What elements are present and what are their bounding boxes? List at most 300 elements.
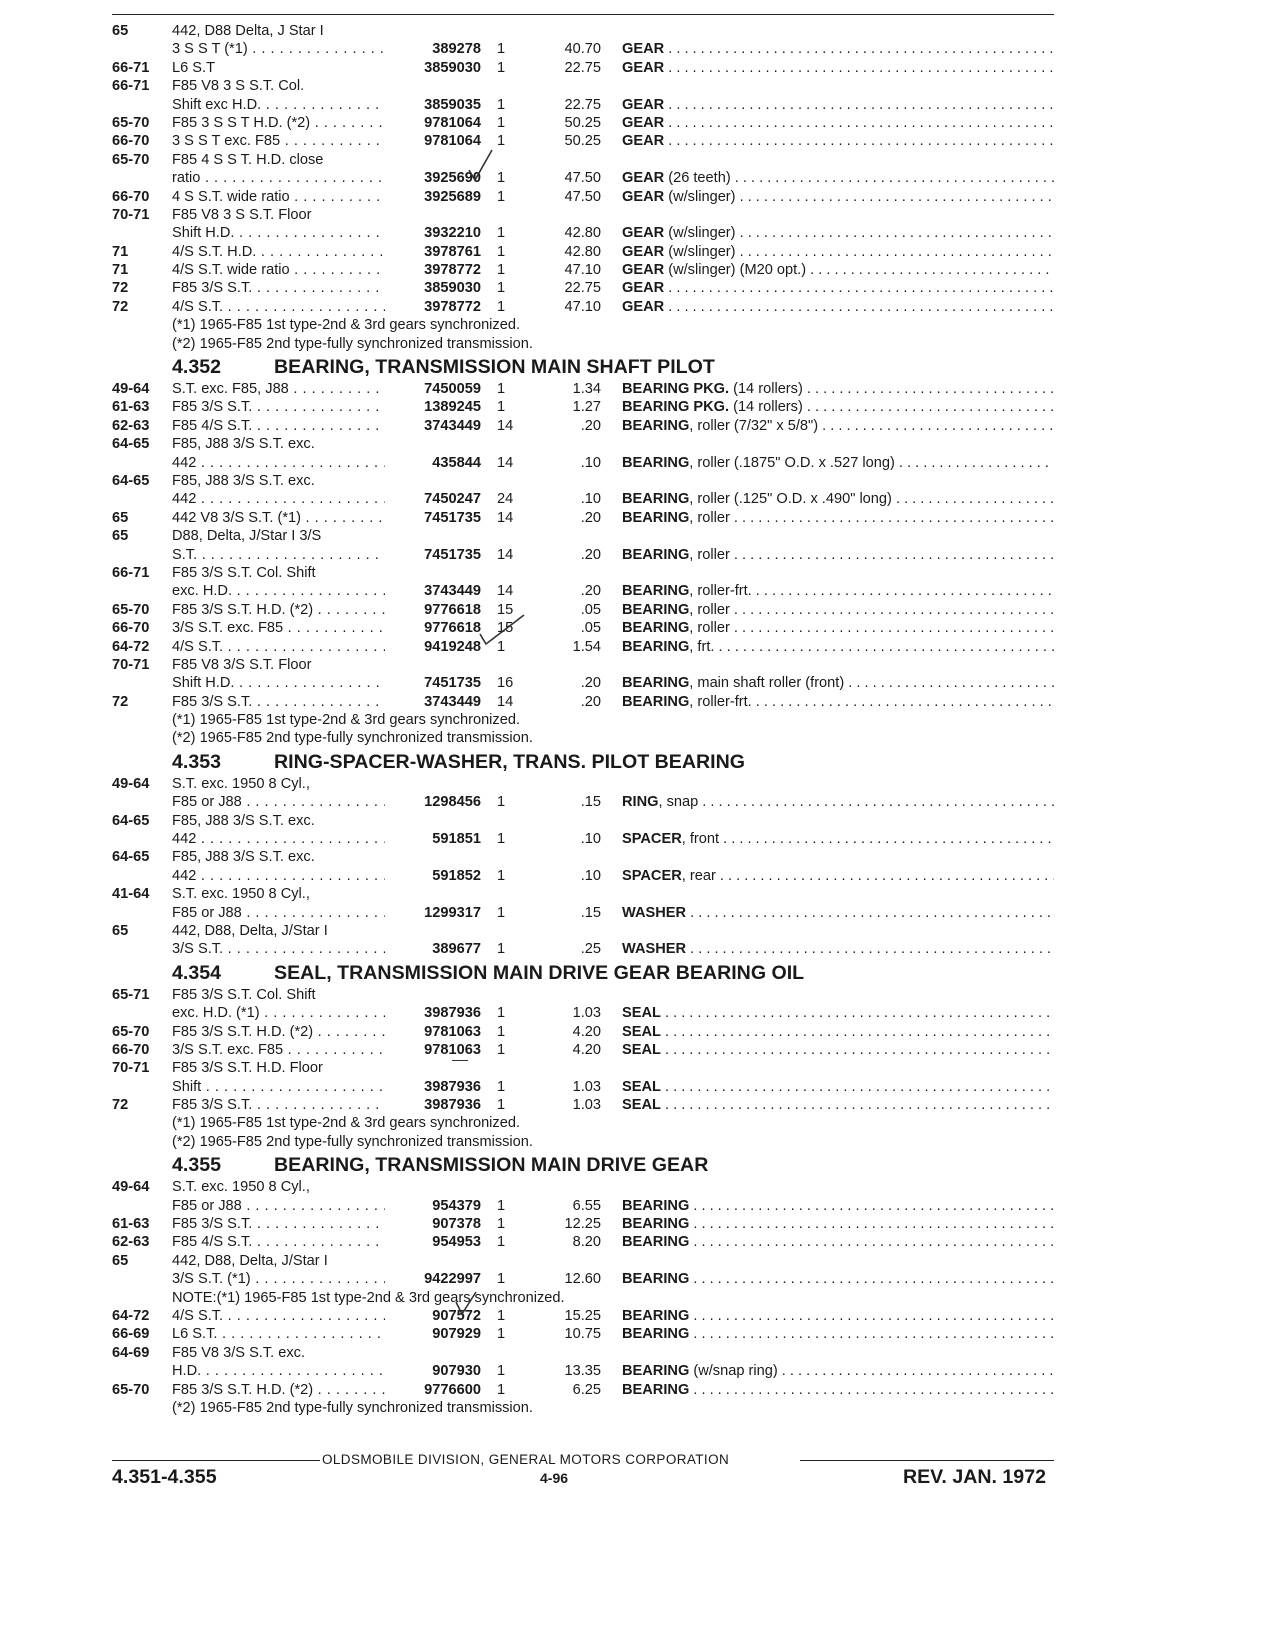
part-name	[601, 77, 1054, 95]
parts-row	[112, 398, 1054, 416]
model-years: 65	[112, 528, 129, 545]
quantity	[481, 1041, 523, 1059]
parts-row	[112, 298, 1054, 316]
part-number: 3925689	[424, 188, 481, 205]
footnote-text: NOTE:(*1) 1965-F85 1st type-2nd & 3rd gears synchronized.	[172, 1289, 565, 1306]
application-description: F85 V8 3 S S.T. Floor	[172, 206, 312, 223]
part-name	[601, 224, 1054, 242]
quantity	[481, 1252, 523, 1270]
part-name	[601, 243, 1054, 261]
parts-row	[112, 435, 1054, 453]
model-years: 66-69	[112, 1326, 150, 1343]
parts-listing	[112, 22, 1054, 1417]
quantity-value: 1	[497, 133, 506, 150]
quantity-value: 1	[497, 96, 506, 113]
part-name-text: SEAL . . .	[622, 1024, 1054, 1040]
part-number: 907930	[432, 1363, 481, 1380]
model-years: 61-63	[112, 399, 150, 416]
part-name-text: SPACER, rear . . .	[622, 868, 1054, 884]
quantity	[481, 1344, 523, 1362]
quantity-value: 15	[497, 620, 514, 637]
part-name	[601, 812, 1054, 830]
quantity	[481, 674, 523, 692]
application-description: 442 V8 3/S S.T. (*1) . . .	[172, 509, 385, 527]
model-years: 64-65	[112, 849, 150, 866]
list-price	[523, 986, 601, 1004]
list-price: .10	[580, 867, 601, 884]
quantity-value: 1	[497, 399, 506, 416]
part-name-text: BEARING PKG. (14 rollers) . . .	[622, 381, 1054, 397]
part-name-text: BEARING . . .	[622, 1382, 1054, 1398]
part-number	[385, 885, 481, 903]
check-mark-icon	[466, 148, 496, 184]
footnote-text: (*1) 1965-F85 1st type-2nd & 3rd gears synchronized.	[172, 1115, 521, 1132]
application-description: 3/S S.T. exc. F85 . . .	[172, 619, 385, 637]
list-price: .10	[580, 491, 601, 508]
part-number: 3743449	[424, 417, 481, 434]
quantity	[481, 77, 523, 95]
list-price: 1.03	[572, 1078, 601, 1095]
part-name-text: WASHER . . .	[622, 905, 1054, 921]
application-description: F85 4/S S.T. . . .	[172, 417, 385, 435]
application-description: D88, Delta, J/Star I 3/S	[172, 528, 322, 545]
model-years: 65	[112, 509, 129, 526]
parts-row	[112, 582, 1054, 600]
quantity	[481, 298, 523, 316]
quantity-value: 1	[497, 1363, 506, 1380]
quantity	[481, 279, 523, 297]
part-number: 7451735	[424, 675, 481, 692]
model-years: 41-64	[112, 886, 150, 903]
section-heading	[112, 750, 1054, 774]
application-description: 442, D88, Delta, J/Star I	[172, 922, 328, 939]
quantity-value: 1	[497, 1326, 506, 1343]
part-number: 9776618	[424, 620, 481, 637]
application-description: F85 V8 3 S S.T. Col.	[172, 78, 305, 95]
part-number: 7450059	[424, 381, 481, 398]
part-name	[601, 22, 1054, 40]
part-name-text: BEARING, roller . . .	[622, 510, 1054, 526]
part-name-text: BEARING . . .	[622, 1271, 1054, 1287]
quantity	[481, 490, 523, 508]
quantity-value: 15	[497, 601, 514, 618]
application-description: Shift H.D. . . .	[172, 674, 385, 692]
application-description: 442 . . .	[172, 830, 385, 848]
model-years	[112, 1362, 172, 1380]
list-price	[523, 472, 601, 490]
part-name	[601, 417, 1054, 435]
quantity	[481, 1325, 523, 1343]
part-name	[601, 1197, 1054, 1215]
parts-row	[112, 169, 1054, 187]
application-description: F85 3/S S.T. H.D. (*2) . . .	[172, 1381, 385, 1399]
parts-row	[112, 96, 1054, 114]
part-name	[601, 454, 1054, 472]
part-name	[601, 793, 1054, 811]
section-number: 4.355	[172, 1154, 222, 1177]
part-number: 9776618	[424, 601, 481, 618]
parts-row	[112, 1381, 1054, 1399]
parts-row	[112, 986, 1054, 1004]
revision-date: REV. JAN. 1972	[902, 1466, 1046, 1488]
quantity	[481, 867, 523, 885]
parts-row	[112, 206, 1054, 224]
quantity	[481, 380, 523, 398]
part-number: 3859030	[424, 280, 481, 297]
model-years	[112, 546, 172, 564]
list-price: 40.70	[564, 41, 601, 58]
check-mark-icon	[454, 1290, 480, 1316]
list-price	[523, 564, 601, 582]
list-price	[523, 775, 601, 793]
parts-row	[112, 188, 1054, 206]
list-price: 15.25	[564, 1308, 601, 1324]
part-number: 3932210	[424, 225, 481, 242]
parts-row	[112, 940, 1054, 958]
application-description: Shift . . .	[172, 1078, 385, 1096]
part-name	[601, 279, 1054, 297]
quantity	[481, 1307, 523, 1325]
parts-row	[112, 1096, 1054, 1114]
section-title: BEARING, TRANSMISSION MAIN SHAFT PILOT	[274, 356, 715, 379]
quantity	[481, 59, 523, 77]
quantity-value: 14	[497, 417, 514, 434]
application-description: 4 S S.T. wide ratio . . .	[172, 188, 385, 206]
part-name-text: SEAL . . .	[622, 1042, 1054, 1058]
quantity	[481, 775, 523, 793]
model-years	[112, 1004, 172, 1022]
footnote	[112, 711, 1054, 729]
quantity-value: 1	[497, 1005, 506, 1022]
part-name-text: BEARING, roller-frt. . . .	[622, 583, 1054, 599]
quantity-value: 1	[497, 941, 506, 958]
quantity-value: 1	[497, 1271, 506, 1288]
application-description: F85 3/S S.T. . . .	[172, 279, 385, 297]
application-description: 4/S S.T. H.D. . . .	[172, 243, 385, 261]
part-number: 3987936	[424, 1005, 481, 1022]
quantity-value: 1	[497, 59, 506, 76]
part-name-text: SEAL . . .	[622, 1097, 1054, 1113]
footnote	[112, 316, 1054, 334]
part-name	[601, 151, 1054, 169]
part-number	[385, 564, 481, 582]
model-years: 64-65	[112, 436, 150, 453]
section-range: 4.351-4.355	[112, 1466, 217, 1488]
part-name-text: BEARING . . .	[622, 1216, 1054, 1232]
quantity	[481, 546, 523, 564]
quantity	[481, 527, 523, 545]
parts-row	[112, 674, 1054, 692]
application-description: S.T. exc. 1950 8 Cyl.,	[172, 775, 310, 792]
part-name-text: BEARING, roller . . .	[622, 602, 1054, 618]
parts-row	[112, 509, 1054, 527]
list-price	[523, 1059, 601, 1077]
list-price: 13.35	[564, 1363, 601, 1380]
quantity	[481, 793, 523, 811]
list-price: .20	[580, 583, 601, 600]
section-heading	[112, 355, 1054, 379]
part-name-text: BEARING, roller (.1875" O.D. x .527 long) . . .	[622, 455, 1054, 471]
quantity	[481, 1004, 523, 1022]
application-description: F85 3/S S.T. . . .	[172, 1096, 385, 1114]
part-name	[601, 398, 1054, 416]
model-years	[112, 1078, 172, 1096]
quantity	[481, 114, 523, 132]
part-number	[385, 922, 481, 940]
quantity	[481, 656, 523, 674]
application-description: 442 . . .	[172, 867, 385, 885]
quantity-value: 1	[497, 1197, 506, 1214]
list-price: 22.75	[564, 96, 601, 113]
application-description: Shift H.D. . . .	[172, 224, 385, 242]
parts-row	[112, 59, 1054, 77]
quantity	[481, 1059, 523, 1077]
part-name	[601, 472, 1054, 490]
quantity	[481, 1096, 523, 1114]
footnote	[112, 335, 1054, 353]
quantity	[481, 509, 523, 527]
part-number: 954379	[432, 1197, 481, 1214]
quantity	[481, 1233, 523, 1251]
list-price	[523, 885, 601, 903]
quantity	[481, 435, 523, 453]
part-name	[601, 775, 1054, 793]
parts-row	[112, 1178, 1054, 1196]
quantity-value: 1	[497, 170, 506, 187]
parts-row	[112, 546, 1054, 564]
part-name	[601, 40, 1054, 58]
part-name-text: WASHER . . .	[622, 941, 1054, 957]
application-description: F85 or J88 . . .	[172, 1197, 385, 1215]
part-number	[385, 775, 481, 793]
part-name	[601, 96, 1054, 114]
quantity-value: 1	[497, 831, 506, 848]
part-name	[601, 619, 1054, 637]
quantity	[481, 1078, 523, 1096]
part-name-text: SPACER, front . . .	[622, 831, 1054, 847]
application-description: L6 S.T. . . .	[172, 1325, 385, 1343]
quantity	[481, 417, 523, 435]
parts-row	[112, 472, 1054, 490]
parts-row	[112, 830, 1054, 848]
model-years: 65-71	[112, 986, 150, 1003]
part-number: 3978772	[424, 262, 481, 279]
model-years: 49-64	[112, 1179, 150, 1196]
quantity	[481, 582, 523, 600]
part-name	[601, 1252, 1054, 1270]
model-years: 66-71	[112, 564, 150, 581]
part-number: 1298456	[424, 794, 481, 811]
application-description: F85, J88 3/S S.T. exc.	[172, 472, 315, 489]
parts-row	[112, 151, 1054, 169]
model-years: 65-70	[112, 1381, 150, 1398]
part-number: 389278	[432, 41, 481, 58]
part-name	[601, 1270, 1054, 1288]
model-years: 65	[112, 23, 129, 39]
parts-row	[112, 693, 1054, 711]
quantity-value: 1	[497, 243, 506, 260]
section-heading	[112, 961, 1054, 985]
part-name	[601, 674, 1054, 692]
quantity-value: 1	[497, 904, 506, 921]
part-name	[601, 380, 1054, 398]
application-description: 4/S S.T. . . .	[172, 1307, 385, 1325]
footnote	[112, 1399, 1054, 1417]
model-years: 65-70	[112, 1023, 150, 1040]
model-years: 66-71	[112, 78, 150, 95]
parts-row	[112, 638, 1054, 656]
model-years: 70-71	[112, 1060, 150, 1077]
quantity	[481, 564, 523, 582]
section-title: SEAL, TRANSMISSION MAIN DRIVE GEAR BEARING OIL	[274, 961, 805, 984]
quantity-value: 1	[497, 1308, 506, 1324]
section-number: 4.353	[172, 750, 222, 773]
part-name	[601, 1059, 1054, 1077]
hand-dash-mark	[452, 1060, 468, 1061]
application-description: F85 4/S S.T. . . .	[172, 1233, 385, 1251]
part-name-text: GEAR (w/slinger) . . .	[622, 189, 1054, 205]
parts-row	[112, 922, 1054, 940]
part-number: 954953	[432, 1234, 481, 1251]
part-name-text: BEARING, roller (7/32" x 5/8") . . .	[622, 418, 1054, 434]
part-name	[601, 1178, 1054, 1196]
list-price: .05	[580, 620, 601, 637]
model-years	[112, 674, 172, 692]
quantity	[481, 1381, 523, 1399]
application-description: F85, J88 3/S S.T. exc.	[172, 436, 315, 453]
part-name-text: GEAR (26 teeth) . . .	[622, 170, 1054, 186]
parts-row	[112, 454, 1054, 472]
part-number: 3978761	[424, 243, 481, 260]
list-price: .20	[580, 675, 601, 692]
part-name	[601, 1096, 1054, 1114]
part-name-text: BEARING . . .	[622, 1308, 1054, 1324]
model-years: 64-69	[112, 1344, 150, 1361]
part-number	[385, 435, 481, 453]
footnote	[112, 1133, 1054, 1151]
model-years	[112, 793, 172, 811]
footnote	[112, 729, 1054, 747]
part-name	[601, 656, 1054, 674]
part-name	[601, 1078, 1054, 1096]
part-name-text: BEARING (w/snap ring) . . .	[622, 1363, 1054, 1379]
part-name-text: GEAR (w/slinger) (M20 opt.) . . .	[622, 262, 1054, 278]
part-number: 1389245	[424, 399, 481, 416]
parts-row	[112, 490, 1054, 508]
footnote	[112, 1114, 1054, 1132]
part-name	[601, 435, 1054, 453]
part-number: 3743449	[424, 583, 481, 600]
part-name	[601, 922, 1054, 940]
part-name	[601, 114, 1054, 132]
part-number: 3743449	[424, 693, 481, 710]
part-name	[601, 509, 1054, 527]
quantity	[481, 224, 523, 242]
parts-row	[112, 1233, 1054, 1251]
list-price: .05	[580, 601, 601, 618]
section-number: 4.354	[172, 961, 222, 984]
list-price	[523, 77, 601, 95]
part-name	[601, 206, 1054, 224]
part-name-text: GEAR . . .	[622, 115, 1054, 131]
footnote-text: (*2) 1965-F85 2nd type-fully synchronized transmission.	[172, 1399, 533, 1416]
quantity	[481, 986, 523, 1004]
section-title: BEARING, TRANSMISSION MAIN DRIVE GEAR	[274, 1154, 709, 1177]
quantity-value: 1	[497, 638, 506, 655]
parts-row	[112, 1078, 1054, 1096]
model-years: 65-70	[112, 151, 150, 168]
quantity-value: 14	[497, 454, 514, 471]
part-name	[601, 1344, 1054, 1362]
model-years: 65	[112, 922, 129, 939]
part-number: 3859035	[424, 96, 481, 113]
application-description: 4/S S.T. . . .	[172, 638, 385, 656]
quantity	[481, 40, 523, 58]
quantity-value: 16	[497, 675, 514, 692]
part-name-text: BEARING . . .	[622, 1198, 1054, 1214]
model-years: 49-64	[112, 775, 150, 792]
list-price	[523, 435, 601, 453]
footnote-text: (*2) 1965-F85 2nd type-fully synchronized transmission.	[172, 335, 533, 352]
list-price	[523, 1178, 601, 1196]
model-years	[112, 1197, 172, 1215]
part-name	[601, 59, 1054, 77]
quantity	[481, 1362, 523, 1380]
model-years: 65-70	[112, 114, 150, 131]
part-name-text: SEAL . . .	[622, 1079, 1054, 1095]
application-description: F85 3/S S.T. H.D. (*2) . . .	[172, 601, 385, 619]
footnote	[112, 1289, 1054, 1307]
section-heading	[112, 1153, 1054, 1177]
application-description: F85 V8 3/S S.T. Floor	[172, 656, 312, 673]
quantity-value: 1	[497, 188, 506, 205]
list-price: 22.75	[564, 280, 601, 297]
part-number	[385, 22, 481, 40]
application-description: F85 or J88 . . .	[172, 793, 385, 811]
part-number	[385, 986, 481, 1004]
application-description: F85 3/S S.T. Col. Shift	[172, 564, 316, 581]
parts-row	[112, 380, 1054, 398]
quantity-value: 1	[497, 280, 506, 297]
list-price: 42.80	[564, 243, 601, 260]
quantity	[481, 904, 523, 922]
list-price: 1.03	[572, 1097, 601, 1114]
part-name-text: GEAR (w/slinger) . . .	[622, 225, 1054, 241]
footer-rule-right	[800, 1460, 1054, 1461]
model-years: 72	[112, 693, 129, 710]
quantity-value: 1	[497, 298, 506, 315]
list-price: 8.20	[572, 1234, 601, 1251]
part-name-text: SEAL . . .	[622, 1005, 1054, 1021]
parts-row	[112, 885, 1054, 903]
application-description: 3 S S T exc. F85 . . .	[172, 132, 385, 150]
application-description: F85, J88 3/S S.T. exc.	[172, 812, 315, 829]
list-price: 1.27	[572, 399, 601, 416]
quantity	[481, 261, 523, 279]
application-description: F85 3/S S.T. . . .	[172, 693, 385, 711]
part-name	[601, 867, 1054, 885]
quantity-value: 14	[497, 546, 514, 563]
list-price: 10.75	[564, 1326, 601, 1343]
model-years: 64-72	[112, 638, 150, 655]
list-price	[523, 812, 601, 830]
model-years	[112, 940, 172, 958]
quantity-value: 1	[497, 1234, 506, 1251]
model-years: 64-65	[112, 472, 150, 489]
footer-rule-left	[112, 1460, 320, 1461]
application-description: Shift exc H.D. . . .	[172, 96, 385, 114]
quantity	[481, 472, 523, 490]
